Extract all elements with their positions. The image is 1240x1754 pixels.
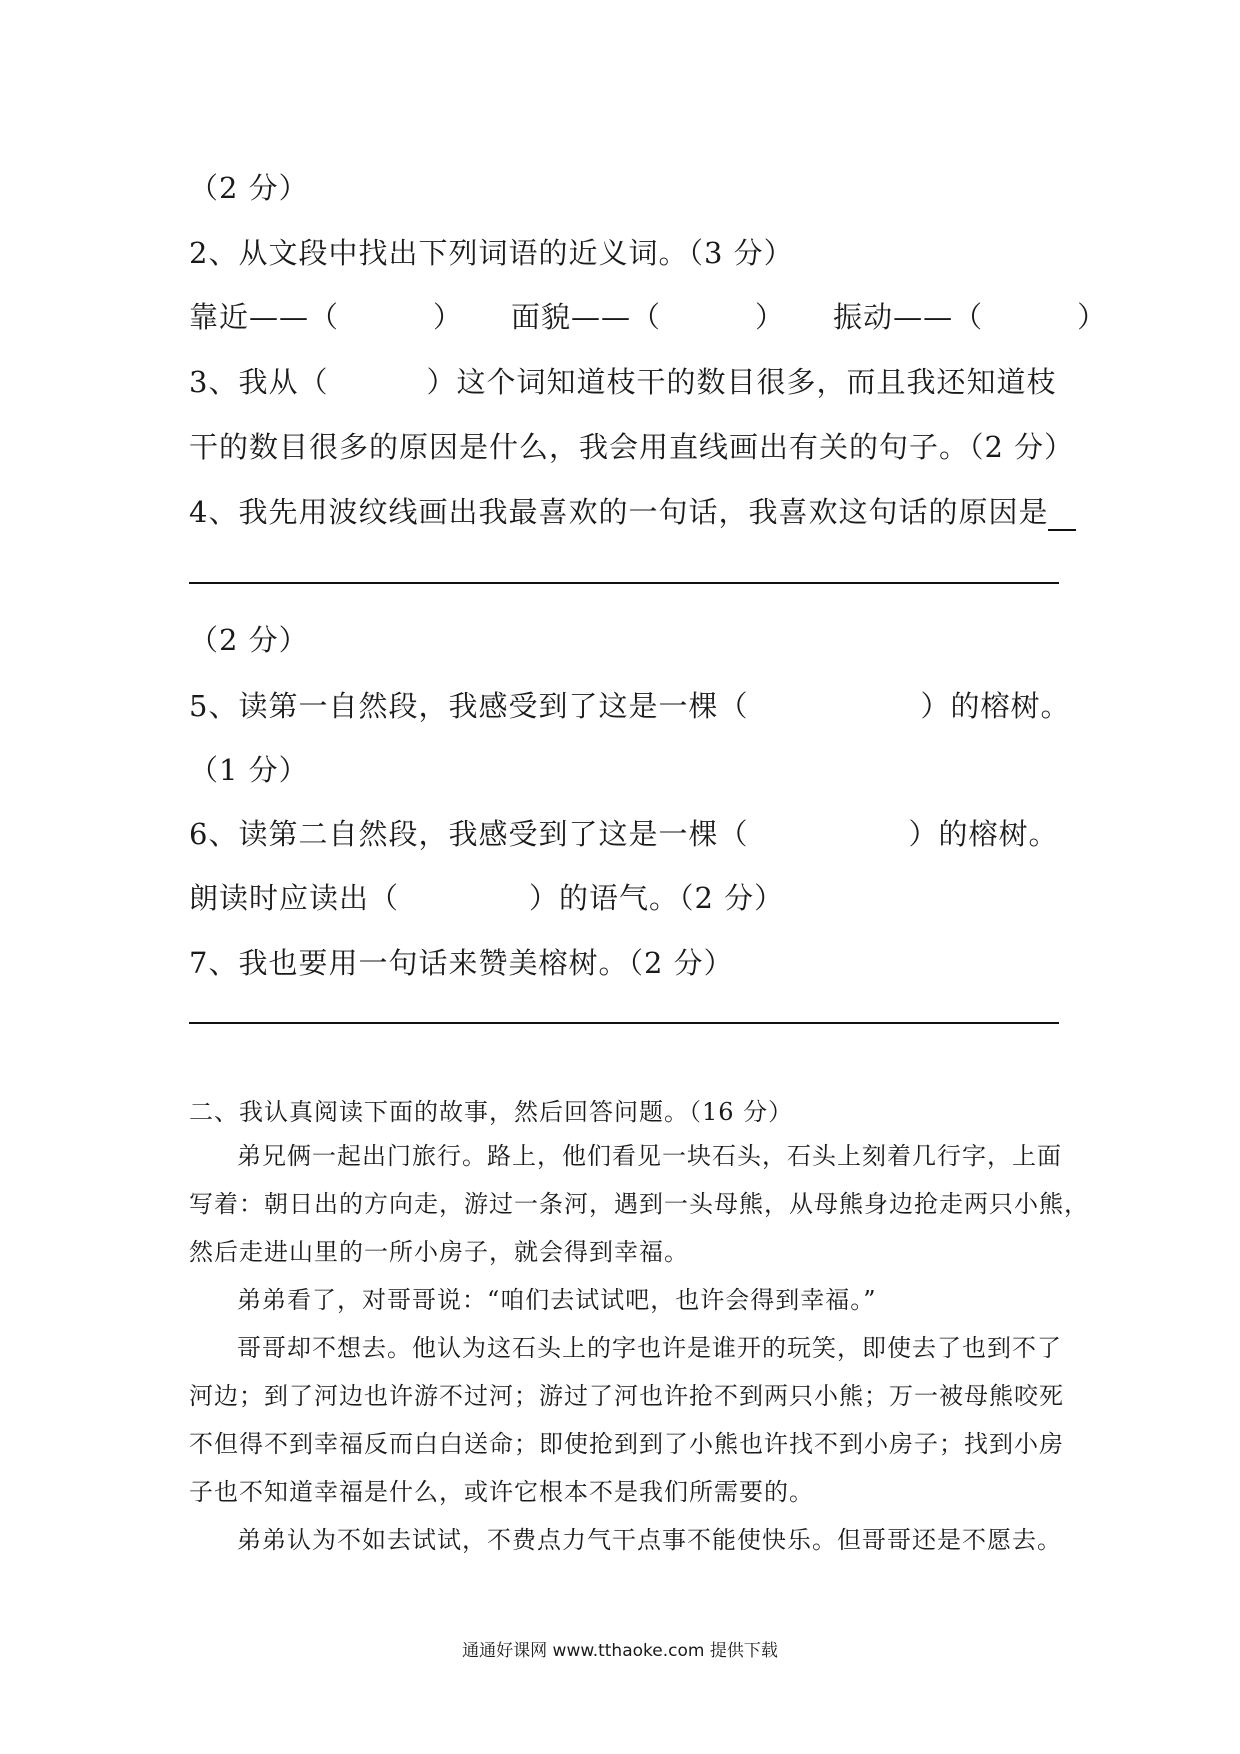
story-line-8: 子也不知道幸福是什么，或许它根本不是我们所需要的。 [189,1478,814,1506]
story-line-6: 河边；到了河边也许游不过河；游过了河也许抢不到两只小熊；万一被母熊咬死 [189,1382,1064,1410]
q2-paren-2: ） [755,300,786,334]
q2-word-2: 面貌——（ [511,300,662,334]
q2-paren-3: ） [1077,300,1108,334]
q6-prefix: 6、读第二自然段，我感受到了这是一棵（ [189,817,749,851]
q5-score: （1 分） [189,753,309,787]
q6-line2-suffix: ）的语气。（2 分） [529,881,785,915]
question-3-line-1 [189,360,1056,401]
q5-suffix: ）的榕树。 [920,689,1071,723]
story-line-7: 不但得不到幸福反而白白送命；即使抢到到了小熊也许找不到小房子；找到小房 [189,1430,1064,1458]
q2-paren-1: ） [433,300,464,334]
section-2-title: 二、我认真阅读下面的故事，然后回答问题。（16 分） [189,1098,794,1126]
q6-suffix: ）的榕树。 [908,817,1059,851]
q6-line2-prefix: 朗读时应读出（ [189,881,400,915]
story-line-5: 哥哥却不想去。他认为这石头上的字也许是谁开的玩笑，即使去了也到不了 [237,1334,1062,1362]
question-2: 2、从文段中找出下列词语的近义词。（3 分） [189,236,794,270]
q4-text: 4、我先用波纹线画出我最喜欢的一句话，我喜欢这句话的原因是 [189,495,1049,529]
story-line-1: 弟兄俩一起出门旅行。路上，他们看见一块石头，石头上刻着几行字，上面 [237,1142,1062,1170]
q2-word-1: 靠近——（ [189,300,340,334]
answer-line-q4 [189,582,1059,584]
story-line-2: 写着：朝日出的方向走，游过一条河，遇到一头母熊，从母熊身边抢走两只小熊， [189,1190,1089,1218]
question-3-line-2: 干的数目很多的原因是什么，我会用直线画出有关的句子。（2 分） [189,430,1075,464]
q1-score: （2 分） [189,171,309,205]
q2-word-3: 振动——（ [833,300,984,334]
answer-line-q7 [189,1022,1059,1024]
q5-prefix: 5、读第一自然段，我感受到了这是一棵（ [189,689,749,723]
question-6-line-2 [189,876,784,917]
story-line-3: 然后走进山里的一所小房子，就会得到幸福。 [189,1238,689,1266]
q3-prefix: 3、我从（ [189,365,329,399]
story-line-4: 弟弟看了，对哥哥说：“咱们去试试吧，也许会得到幸福。” [237,1286,877,1314]
question-2-blanks [189,295,1107,336]
question-5 [189,684,1070,725]
story-line-9: 弟弟认为不如去试试，不费点力气干点事不能使快乐。但哥哥还是不愿去。 [237,1526,1062,1554]
question-6 [189,812,1058,853]
q4-score: （2 分） [189,623,309,657]
q3-suffix: ）这个词知道枝干的数目很多，而且我还知道枝 [426,365,1057,399]
question-7: 7、我也要用一句话来赞美榕树。（2 分） [189,946,734,980]
page-footer: 通通好课网 www.tthaoke.com 提供下载 [462,1641,778,1661]
question-4 [189,490,1076,531]
q4-blank-line [1048,503,1076,531]
